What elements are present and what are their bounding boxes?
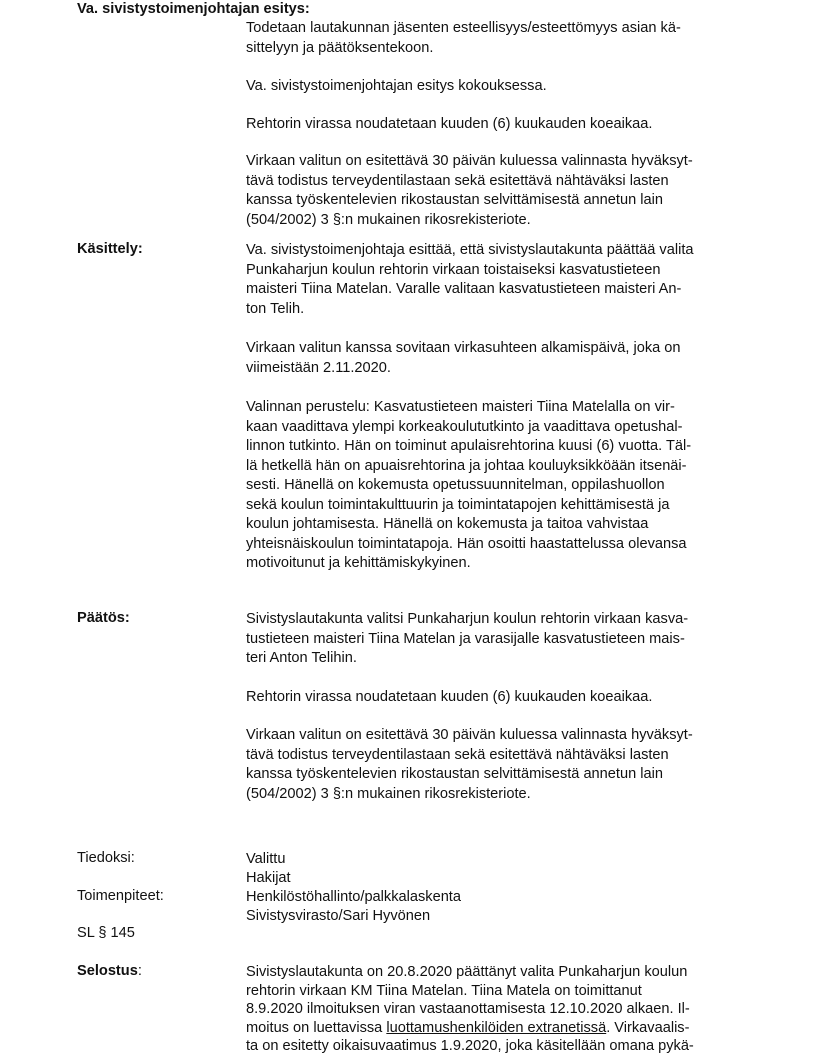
text-line: Rehtorin virassa noudatetaan kuuden (6) kuukauden koeaikaa. — [246, 115, 653, 132]
kasittely-paragraph — [246, 241, 746, 319]
kasittely-block — [246, 241, 746, 574]
paatos-block — [246, 610, 746, 804]
text-line: kaan vaadittava ylempi korkeakoulututkinto ja vaadittava opetushal- — [246, 418, 683, 435]
text-line: (504/2002) 3 §:n mukainen rikosrekisteriote. — [246, 211, 531, 228]
recipient: Sivistysvirasto/Sari Hyvönen — [246, 907, 431, 924]
toimenpiteet-label: Toimenpiteet: — [77, 888, 164, 904]
tiedoksi-label: Tiedoksi: — [77, 850, 135, 866]
esitys-paragraph — [246, 19, 746, 58]
text-fragment: moitus on luettavissa — [246, 1019, 387, 1036]
text-line: Va. sivistystoimenjohtaja esittää, että sivistyslautakunta päättää valita — [246, 242, 694, 258]
paatos-paragraph — [246, 688, 746, 708]
text-line: Sivistyslautakunta on 20.8.2020 päättänyt valita Punkaharjun koulun — [246, 964, 688, 980]
selostus-label-text: Selostus — [77, 963, 138, 979]
recipient: Hakijat — [246, 869, 291, 886]
paatos-paragraph — [246, 610, 746, 669]
selostus-label — [77, 963, 142, 979]
kasittely-paragraph — [246, 398, 746, 574]
section-title: Va. sivistystoimenjohtajan esitys: — [77, 1, 310, 17]
text-line — [246, 1019, 746, 1038]
text-line: koulun johtamisesta. Hänellä on kokemusta ja taitoa vahvistaa — [246, 516, 649, 532]
text-line: rehtorin virkaan KM Tiina Matelan. Tiina Matela on toimittanut — [246, 982, 642, 999]
sl-section-number: SL § 145 — [77, 925, 135, 941]
selostus-block — [246, 963, 746, 1056]
text-line: sittelyyn ja päätöksentekoon. — [246, 39, 434, 56]
selostus-colon: : — [137, 963, 142, 979]
text-line: maisteri Tiina Matelan. Varalle valitaan kasvatustieteen maisteri An- — [246, 281, 682, 297]
text-line: Virkaan valitun kanssa sovitaan virkasuhteen alkamispäivä, joka on — [246, 340, 681, 356]
recipient: Henkilöstöhallinto/palkkalaskenta — [246, 889, 461, 905]
text-line: linnon tutkinto. Hän on toiminut apulaisrehtorina kuusi (6) vuotta. Täl- — [246, 438, 692, 454]
text-line: motivoitunut ja kehittämiskykyinen. — [246, 555, 471, 571]
kasittely-paragraph — [246, 339, 746, 378]
text-line: kanssa työskentelevien rikostaustan selvittämisestä annetun lain — [246, 766, 663, 782]
tiedoksi-block — [246, 850, 746, 887]
text-line: Virkaan valitun on esitettävä 30 päivän kuluessa valinnasta hyväksyt- — [246, 153, 693, 169]
text-line: sekä koulun toimintakulttuurin ja toimintatapojen kehittämisestä ja — [246, 496, 670, 513]
recipient: Valittu — [246, 851, 286, 867]
text-line: ton Telih. — [246, 300, 305, 317]
text-line: (504/2002) 3 §:n mukainen rikosrekisteriote. — [246, 785, 531, 802]
text-line: tustieteen maisteri Tiina Matelan ja varasijalle kasvatustieteen mais- — [246, 630, 685, 647]
text-line: tävä todistus terveydentilastaan sekä esitettävä nähtäväksi lasten — [246, 746, 669, 763]
text-line: Va. sivistystoimenjohtajan esitys kokouksessa. — [246, 78, 547, 94]
extranet-link[interactable]: luottamushenkilöiden extranetissä — [386, 1019, 607, 1036]
text-line: teri Anton Telihin. — [246, 650, 357, 666]
text-line: Punkaharjun koulun rehtorin virkaan toistaiseksi kasvatustieteen — [246, 261, 661, 278]
text-line: viimeistään 2.11.2020. — [246, 359, 391, 376]
text-line: Valinnan perustelu: Kasvatustieteen maisteri Tiina Matelalla on vir- — [246, 399, 675, 415]
text-line: yhteisnäiskoulun toimintatapoja. Hän osoitti haastattelussa olevansa — [246, 535, 687, 552]
text-line: lä hetkellä hän on apuaisrehtorina ja johtaa kouluyksikköään itsenäi- — [246, 457, 687, 474]
esitys-paragraph — [246, 152, 746, 230]
toimenpiteet-block — [246, 888, 746, 925]
text-line: sesti. Hänellä on kokemusta opetussuunnitelman, oppilashuollon — [246, 477, 665, 493]
text-fragment: . Virkavaalis- — [606, 1019, 690, 1036]
text-line: tävä todistus terveydentilastaan sekä esitettävä nähtäväksi lasten — [246, 172, 669, 189]
text-line: Todetaan lautakunnan jäsenten esteellisyys/esteettömyys asian kä- — [246, 20, 681, 36]
text-line: Sivistyslautakunta valitsi Punkaharjun koulun rehtorin virkaan kasva- — [246, 611, 689, 627]
text-line: Virkaan valitun on esitettävä 30 päivän kuluessa valinnasta hyväksyt- — [246, 727, 693, 743]
kasittely-label: Käsittely: — [77, 241, 143, 257]
text-line: 8.9.2020 ilmoituksen viran vastaanottamisesta 12.10.2020 alkaen. Il- — [246, 1001, 690, 1017]
esitys-paragraph — [246, 115, 746, 135]
text-line: ta on esitetty oikaisuvaatimus 1.9.2020, joka käsitellään omana pykä- — [246, 1038, 694, 1054]
esitys-paragraph — [246, 77, 746, 97]
esitys-block — [246, 19, 746, 230]
text-line: kanssa työskentelevien rikostaustan selvittämisestä annetun lain — [246, 192, 663, 208]
paatos-label: Päätös: — [77, 610, 130, 626]
text-line: Rehtorin virassa noudatetaan kuuden (6) kuukauden koeaikaa. — [246, 688, 653, 705]
paatos-paragraph — [246, 726, 746, 804]
